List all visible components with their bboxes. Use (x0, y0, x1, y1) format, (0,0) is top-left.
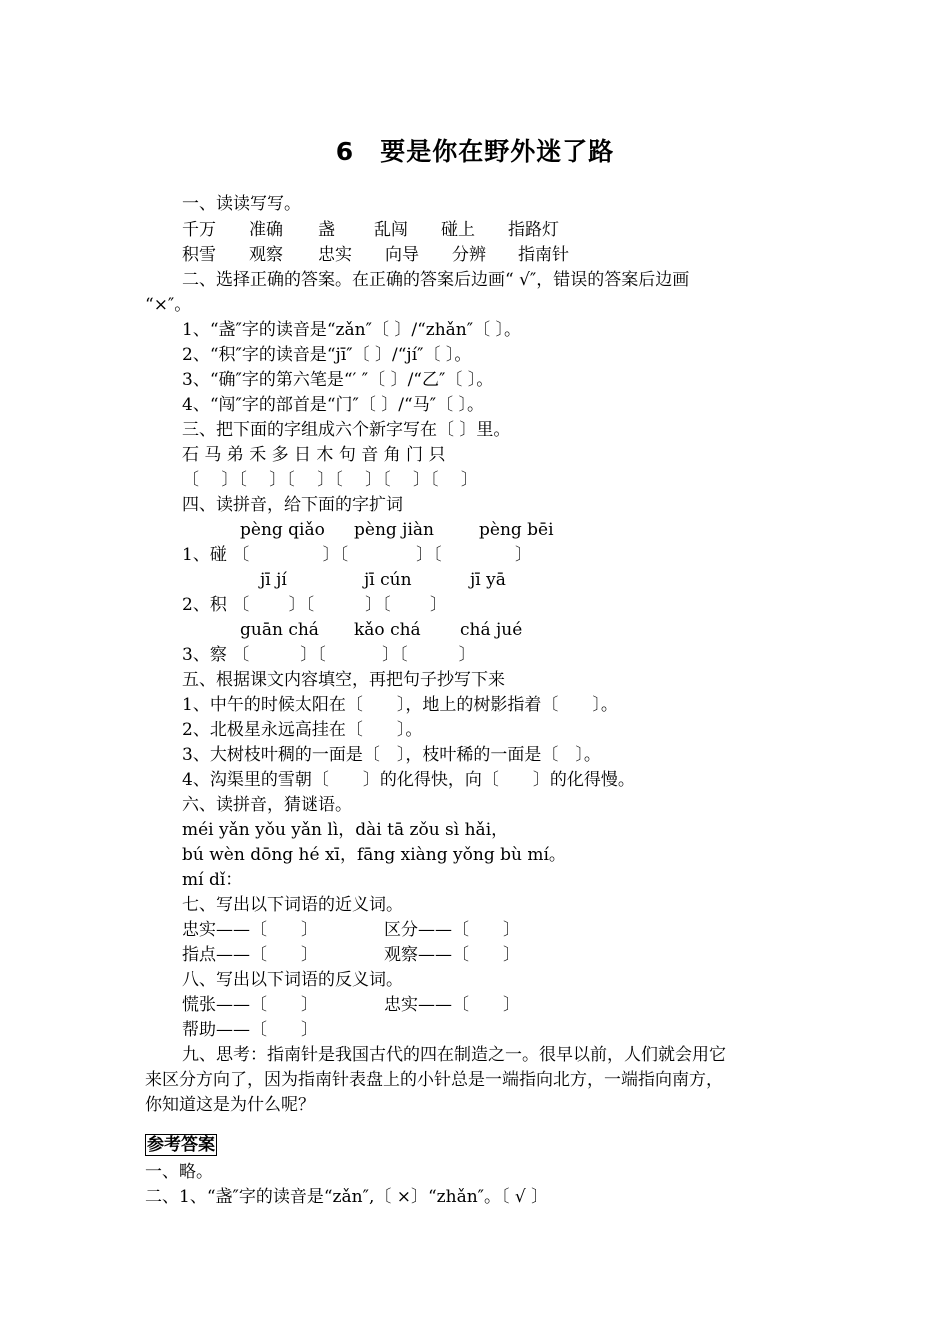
word: 积雪 (182, 245, 216, 265)
section-2-item-4: 4、“闯″字的部首是“门″〔 〕/“马″〔 〕。 (182, 395, 484, 415)
item-label: 2、积 (182, 595, 227, 615)
item-label: 1、碰 (182, 545, 227, 565)
section-3-heading: 三、把下面的字组成六个新字写在〔 〕里。 (182, 420, 511, 440)
pinyin: jī cún (364, 570, 412, 590)
riddle-answer-label: mí dǐ： (182, 870, 243, 890)
answer-line-2: 二、1、“盏″字的读音是“zǎn″,〔 ×〕“zhǎn″。〔 √ 〕 (145, 1187, 549, 1207)
section-3-characters: 石 马 弟 禾 多 日 木 句 音 角 门 只 (182, 445, 446, 465)
section-7-heading: 七、写出以下词语的近义词。 (182, 895, 403, 915)
answer-line-1: 一、略。 (145, 1162, 213, 1182)
section-9-line-3: 你知道这是为什么呢？ (145, 1095, 315, 1115)
pinyin: guān chá (240, 620, 319, 640)
section-5-heading: 五、根据课文内容填空，再把句子抄写下来 (182, 670, 505, 690)
section-2-item-1: 1、“盏″字的读音是“zǎn″〔 〕/“zhǎn″〔 〕。 (182, 320, 522, 340)
answers-heading (145, 1133, 217, 1157)
word: 千万 (182, 220, 216, 240)
word: 指南针 (518, 245, 569, 265)
section-1-heading: 一、读读写写。 (182, 194, 301, 214)
section-4-item-2 (182, 593, 447, 617)
section-2-item-3: 3、“确″字的第六笔是“′ ″〔 〕/“乙″〔 〕。 (182, 370, 494, 390)
section-5-item-3: 3、大树枝叶稠的一面是〔 〕，枝叶稀的一面是〔 〕。 (182, 745, 601, 765)
pinyin: kǎo chá (354, 620, 421, 640)
synonym-item: 观察——〔 〕 (384, 945, 520, 965)
item-label: 3、察 (182, 645, 227, 665)
section-2-heading-cont: “×″。 (145, 295, 192, 315)
antonym-item: 慌张——〔 〕 (182, 995, 318, 1015)
section-9-line-1: 九、思考：指南针是我国古代的四在制造之一。很早以前，人们就会用它 (182, 1045, 726, 1065)
word: 碰上 (441, 220, 475, 240)
item-brackets: 〔 〕〔 〕〔 〕 (232, 545, 533, 565)
section-9-line-2: 来区分方向了，因为指南针表盘上的小针总是一端指向北方，一端指向南方， (145, 1070, 723, 1090)
word: 指路灯 (508, 220, 559, 240)
section-2-heading: 二、选择正确的答案。在正确的答案后边画“ √″，错误的答案后边画 (182, 270, 690, 290)
word: 忠实 (318, 245, 352, 265)
section-3-brackets: 〔 〕〔 〕〔 〕〔 〕〔 〕〔 〕 (182, 470, 478, 490)
antonym-item: 帮助——〔 〕 (182, 1020, 318, 1040)
item-brackets: 〔 〕〔 〕〔 〕 (232, 595, 448, 615)
synonym-item: 区分——〔 〕 (384, 920, 520, 940)
pinyin: jī yā (470, 570, 506, 590)
synonym-item: 忠实——〔 〕 (182, 920, 318, 940)
pinyin: pèng bēi (479, 520, 554, 540)
pinyin: pèng jiàn (354, 520, 434, 540)
answers-heading-label: 参考答案 (147, 1135, 215, 1155)
synonym-item: 指点——〔 〕 (182, 945, 318, 965)
word: 观察 (249, 245, 283, 265)
riddle-line-2: bú wèn dōng hé xī，fāng xiàng yǒng bù mí。 (182, 845, 566, 865)
pinyin: chá jué (460, 620, 523, 640)
antonym-item: 忠实——〔 〕 (384, 995, 520, 1015)
section-8-heading: 八、写出以下词语的反义词。 (182, 970, 403, 990)
word: 向导 (385, 245, 419, 265)
word: 分辨 (452, 245, 486, 265)
riddle-line-1: méi yǎn yǒu yǎn lì，dài tā zǒu sì hǎi， (182, 820, 509, 840)
section-2-item-2: 2、“积″字的读音是“jī″〔 〕/“jí″〔 〕。 (182, 345, 472, 365)
section-4-heading: 四、读拼音，给下面的字扩词 (182, 495, 403, 515)
section-4-item-1 (182, 543, 532, 567)
word: 准确 (249, 220, 283, 240)
pinyin: pèng qiǎo (240, 520, 325, 540)
section-5-item-2: 2、北极星永远高挂在〔 〕。 (182, 720, 423, 740)
section-5-item-4: 4、沟渠里的雪朝〔 〕的化得快，向〔 〕的化得慢。 (182, 770, 635, 790)
word: 乱闯 (374, 220, 408, 240)
word: 盏 (318, 220, 335, 240)
section-4-item-3 (182, 643, 476, 667)
section-5-item-1: 1、中午的时候太阳在〔 〕，地上的树影指着〔 〕。 (182, 695, 618, 715)
section-6-heading: 六、读拼音，猜谜语。 (182, 795, 352, 815)
item-brackets: 〔 〕〔 〕〔 〕 (232, 645, 476, 665)
page-title: 6 要是你在野外迷了路 (335, 137, 615, 166)
pinyin: jī jí (260, 570, 287, 590)
